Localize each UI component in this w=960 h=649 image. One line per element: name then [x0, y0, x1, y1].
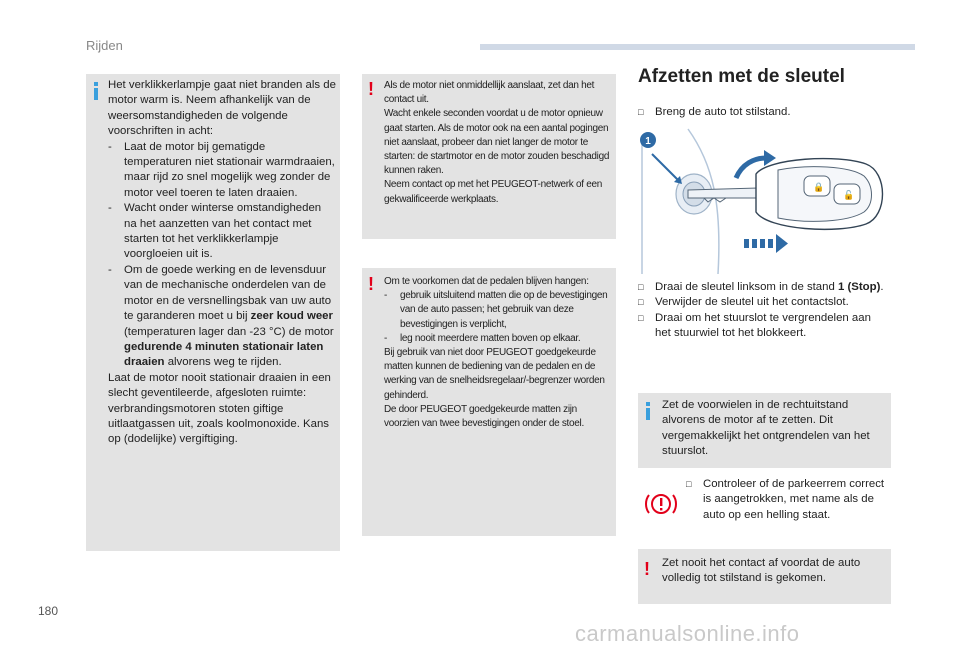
step-list-3 — [686, 477, 886, 523]
key-blade — [688, 188, 762, 198]
section-bar — [480, 44, 915, 50]
parking-brake-icon — [645, 490, 677, 518]
step-list-2 — [638, 280, 888, 342]
warning-icon: ! — [368, 79, 374, 99]
warning-box-mats-text — [384, 275, 612, 431]
step-item: □ Breng de auto tot stilstand. — [638, 105, 888, 120]
warning-box-start-text — [384, 79, 610, 207]
svg-text:🔒: 🔒 — [813, 183, 825, 193]
page-number: 180 — [38, 604, 59, 618]
section-title: Rijden — [86, 38, 123, 53]
warning-icon: ! — [644, 559, 650, 579]
warning-box-mats — [362, 268, 616, 536]
paragraph: Neem contact op met het PEUGEOT-netwerk of een gekwalificeerde werkplaats. — [384, 179, 602, 205]
warning-box-stop-text: Zet nooit het contact af voordat de auto volledig tot stilstand is gekomen. — [662, 557, 861, 585]
warning-box-start — [362, 74, 616, 239]
info-box-steering — [638, 393, 891, 468]
list-item: - Om de goede werking en de levensduur van de mechanische onderdelen van de motor en de versnellingsbak van uw auto te garanderen moet u bij zeer koud weer (temperaturen lager dan -23 °C) de motor gedurende 4 minuten stationair laten draaien alvorens weg te rijden. — [108, 263, 334, 369]
glow-outro: Laat de motor nooit stationair draaien in een slecht geventileerde, afgesloten ruimte: verbrandingsmotoren stoten giftige uitlaatgassen uit, zoals koolmonoxide. Kans op (dodelijke) vergiftiging. — [108, 371, 331, 446]
checkbox-icon: □ — [638, 312, 644, 323]
checkbox-icon: □ — [638, 107, 644, 117]
step-list-1 — [638, 105, 888, 120]
step-number-label: 1 — [645, 136, 651, 147]
key-ignition-illustration — [638, 124, 890, 284]
checkbox-icon: □ — [638, 297, 644, 308]
paragraph: Bij gebruik van niet door PEUGEOT goedgekeurde matten kunnen de bediening van de pedalen en de werking van de snelheidsregelaar/-begrenzer worden gehinderd. — [384, 347, 605, 401]
list-item: - leg nooit meerdere matten boven op elkaar. — [384, 332, 581, 344]
step-item: □ Verwijder de sleutel uit het contactslot. — [638, 295, 888, 310]
page-heading: Afzetten met de sleutel — [638, 66, 845, 87]
warning-icon: ! — [368, 274, 374, 294]
step-item: □ Controleer of de parkeerrem correct is aangetrokken, met name als de auto op een helling staat. — [686, 478, 885, 521]
step-item: □ Draai om het stuurslot te vergrendelen aan het stuurwiel tot het blokkeert. — [638, 311, 871, 340]
glow-intro: Het verklikkerlampje gaat niet branden als de motor warm is. Neem afhankelijk van de weersomstandigheden de volgende voorschriften in acht: — [108, 79, 336, 138]
checkbox-icon: □ — [638, 282, 644, 292]
watermark: carmanualsonline.info — [575, 621, 800, 646]
step-item: □ Draai de sleutel linksom in de stand 1 (Stop). — [638, 280, 888, 295]
paragraph: Om te voorkomen dat de pedalen blijven hangen: — [384, 276, 589, 287]
paragraph: Wacht enkele seconden voordat u de motor opnieuw gaat starten. Als de motor ook na een aantal pogingen niet aanslaat, probeer dan niet langer de motor te starten: de startmotor en de motor zouden beschadigd kunnen raken. — [384, 108, 610, 177]
svg-text:🔓: 🔓 — [843, 191, 855, 201]
info-box-steering-text: Zet de voorwielen in de rechtuitstand alvorens de motor af te zetten. Dit vergemakkelijkt het ontgrendelen van het stuurslot. — [662, 399, 870, 458]
paragraph: De door PEUGEOT goedgekeurde matten zijn voorzien van twee bevestigingen onder de stoel. — [384, 403, 584, 430]
info-box-glow-text — [108, 78, 336, 448]
pull-out-arrow-icon — [744, 234, 788, 253]
info-box-glow — [86, 74, 340, 551]
checkbox-icon: □ — [686, 479, 692, 489]
list-item: - Laat de motor bij gematigde temperaturen niet stationair warmdraaien, maar rijd zo snel mogelijk weg zonder de motor veel toeren te laten draaien. — [108, 140, 335, 199]
warning-box-stop — [638, 549, 891, 604]
list-item: - Wacht onder winterse omstandigheden na het aanzetten van het contact met starten tot het verklikkerlampje voorgloeien uit is. — [108, 202, 322, 261]
list-item: - gebruik uitsluitend matten die op de bevestigingen van de auto passen; het gebruik van deze bevestigingen is verplicht, — [384, 290, 608, 330]
paragraph: Als de motor niet onmiddellijk aanslaat, zet dan het contact uit. — [384, 80, 595, 106]
